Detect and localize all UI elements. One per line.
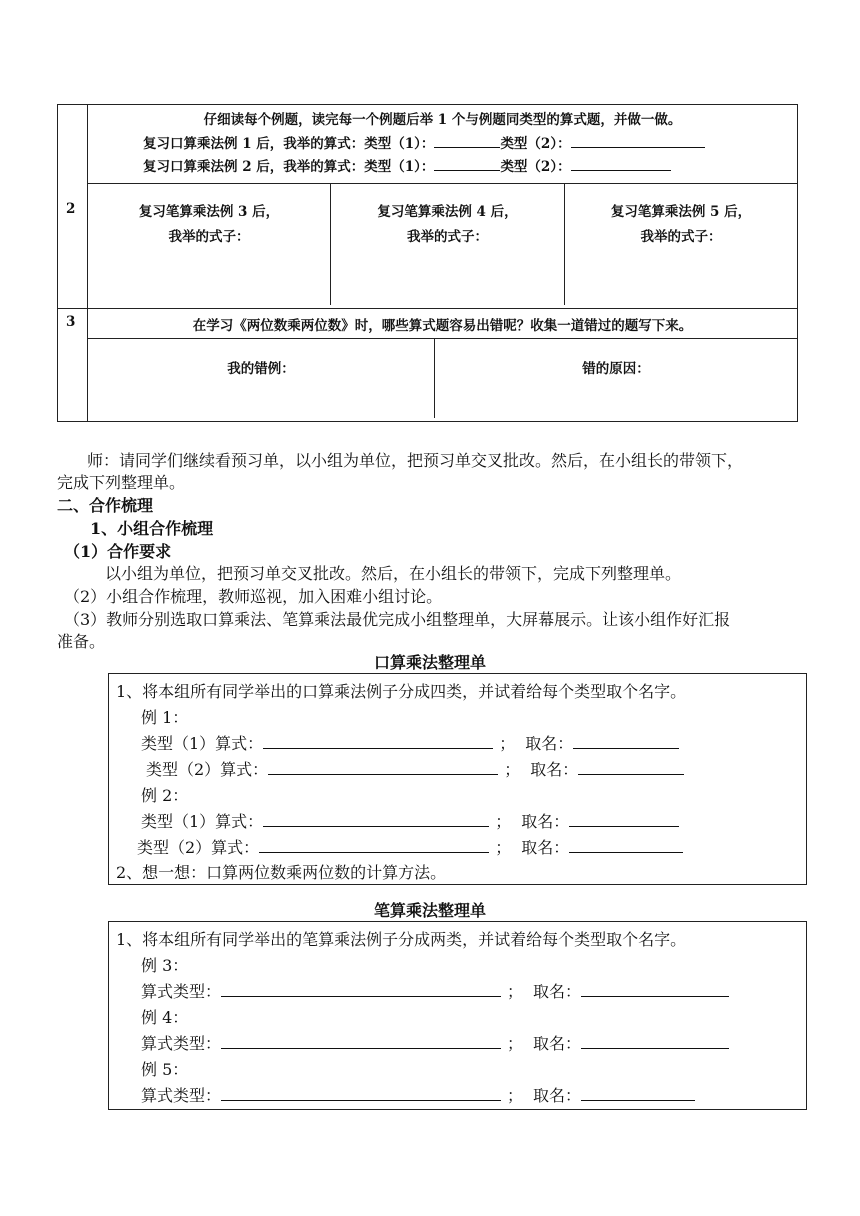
separator: ； — [507, 1034, 524, 1053]
subsection-heading: 1、小组合作梳理 — [90, 519, 214, 538]
answer-blank[interactable] — [571, 133, 705, 148]
name-blank[interactable] — [581, 1034, 729, 1049]
answer-blank[interactable] — [571, 156, 671, 171]
written-example3-cell — [88, 200, 330, 245]
answer-blank[interactable] — [434, 133, 500, 148]
type2-label: 类型（2）： — [500, 136, 571, 152]
section-heading: 二、合作梳理 — [57, 496, 154, 515]
fill-line — [141, 1031, 729, 1054]
expression-blank[interactable] — [221, 1086, 501, 1101]
type-label: 算式类型： — [141, 1086, 222, 1105]
name-blank[interactable] — [569, 838, 683, 853]
example-label: 例 1： — [141, 708, 189, 727]
expression-blank[interactable] — [259, 838, 489, 853]
written-example3-label: 复习笔算乘法例 3 后， — [138, 204, 280, 220]
requirement-text: （2）小组合作梳理，教师巡视，加入困难小组讨论。 — [64, 587, 443, 606]
name-blank[interactable] — [581, 1086, 695, 1101]
name-blank[interactable] — [578, 760, 684, 775]
type-label: 类型（1）算式： — [141, 812, 264, 831]
written-example5-label: 复习笔算乘法例 5 后， — [610, 204, 752, 220]
worksheet-instruction: 2、想一想：口算两位数乘两位数的计算方法。 — [116, 863, 447, 882]
requirement-text: 以小组为单位，把预习单交叉批改。然后，在小组长的带领下，完成下列整理单。 — [105, 564, 682, 583]
expression-blank[interactable] — [221, 1034, 501, 1049]
fill-line — [141, 979, 729, 1002]
oral-example2-line — [143, 155, 671, 175]
answer-blank[interactable] — [434, 156, 500, 171]
written-example4-label: 复习笔算乘法例 4 后， — [377, 204, 518, 220]
separator: ； — [507, 982, 524, 1001]
oral-example1-label: 复习口算乘法例 1 后，我举的算式：类型（1）： — [143, 136, 435, 152]
written-example5-cell — [565, 200, 797, 245]
written-worksheet-title: 笔算乘法整理单 — [373, 901, 486, 920]
name-label: 取名： — [525, 734, 574, 753]
separator: ； — [499, 734, 516, 753]
oral-worksheet-title: 口算乘法整理单 — [373, 653, 486, 672]
worksheet-instruction: 1、将本组所有同学举出的口算乘法例子分成四类，并试着给每个类型取个名字。 — [116, 682, 687, 701]
name-blank[interactable] — [581, 982, 729, 997]
type-label: 类型（1）算式： — [141, 734, 264, 753]
requirement-heading: （1）合作要求 — [64, 542, 172, 561]
expression-blank[interactable] — [263, 812, 489, 827]
oral-example2-label: 复习口算乘法例 2 后，我举的算式：类型（1）： — [143, 159, 435, 175]
worksheet-instruction: 1、将本组所有同学举出的笔算乘法例子分成两类，并试着给每个类型取个名字。 — [116, 930, 687, 949]
fill-line — [137, 835, 683, 858]
type-label: 算式类型： — [141, 1034, 222, 1053]
separator: ； — [507, 1086, 524, 1105]
mistake-reason-label: 错的原因： — [582, 361, 650, 377]
separator: ； — [504, 760, 521, 779]
type-label: 类型（2）算式： — [146, 760, 269, 779]
row2-instruction: 仔细读每个例题，读完每一个例题后举 1 个与例题同类型的算式题，并做一做。 — [203, 112, 682, 128]
fill-line — [146, 757, 684, 780]
separator: ； — [495, 812, 512, 831]
type2-label: 类型（2）： — [500, 159, 571, 175]
row-number: 2 — [66, 201, 76, 217]
example-label: 例 2： — [141, 786, 189, 805]
type-label: 类型（2）算式： — [137, 838, 260, 857]
row3-instruction: 在学习《两位数乘两位数》时，哪些算式题容易出错呢？收集一道错过的题写下来。 — [192, 318, 693, 334]
name-label: 取名： — [533, 1086, 582, 1105]
name-label: 取名： — [530, 760, 579, 779]
example-label: 例 4： — [141, 1008, 189, 1027]
name-label: 取名： — [521, 812, 570, 831]
fill-line — [141, 731, 679, 754]
name-blank[interactable] — [569, 812, 679, 827]
requirement-text: 准备。 — [57, 632, 106, 651]
name-label: 取名： — [533, 982, 582, 1001]
expression-blank[interactable] — [221, 982, 501, 997]
oral-example1-line — [143, 132, 705, 152]
example-label: 例 5： — [141, 1060, 189, 1079]
separator: ； — [495, 838, 512, 857]
example-label: 例 3： — [141, 956, 189, 975]
row-number: 3 — [66, 314, 76, 330]
my-mistake-label: 我的错例： — [227, 361, 295, 377]
my-expression-label: 我举的式子： — [168, 229, 250, 245]
requirement-text: （3）教师分别选取口算乘法、笔算乘法最优完成小组整理单，大屏幕展示。让该小组作好汇报 — [64, 610, 731, 629]
my-expression-label: 我举的式子： — [640, 229, 722, 245]
name-label: 取名： — [533, 1034, 582, 1053]
type-label: 算式类型： — [141, 982, 222, 1001]
name-label: 取名： — [521, 838, 570, 857]
expression-blank[interactable] — [268, 760, 498, 775]
expression-blank[interactable] — [263, 734, 493, 749]
paragraph: 完成下列整理单。 — [57, 473, 186, 492]
my-expression-label: 我举的式子： — [407, 229, 488, 245]
name-blank[interactable] — [573, 734, 679, 749]
fill-line — [141, 809, 679, 832]
paragraph: 师：请同学们继续看预习单，以小组为单位，把预习单交叉批改。然后，在小组长的带领下， — [87, 451, 744, 470]
fill-line — [141, 1083, 695, 1106]
written-example4-cell — [331, 200, 564, 245]
